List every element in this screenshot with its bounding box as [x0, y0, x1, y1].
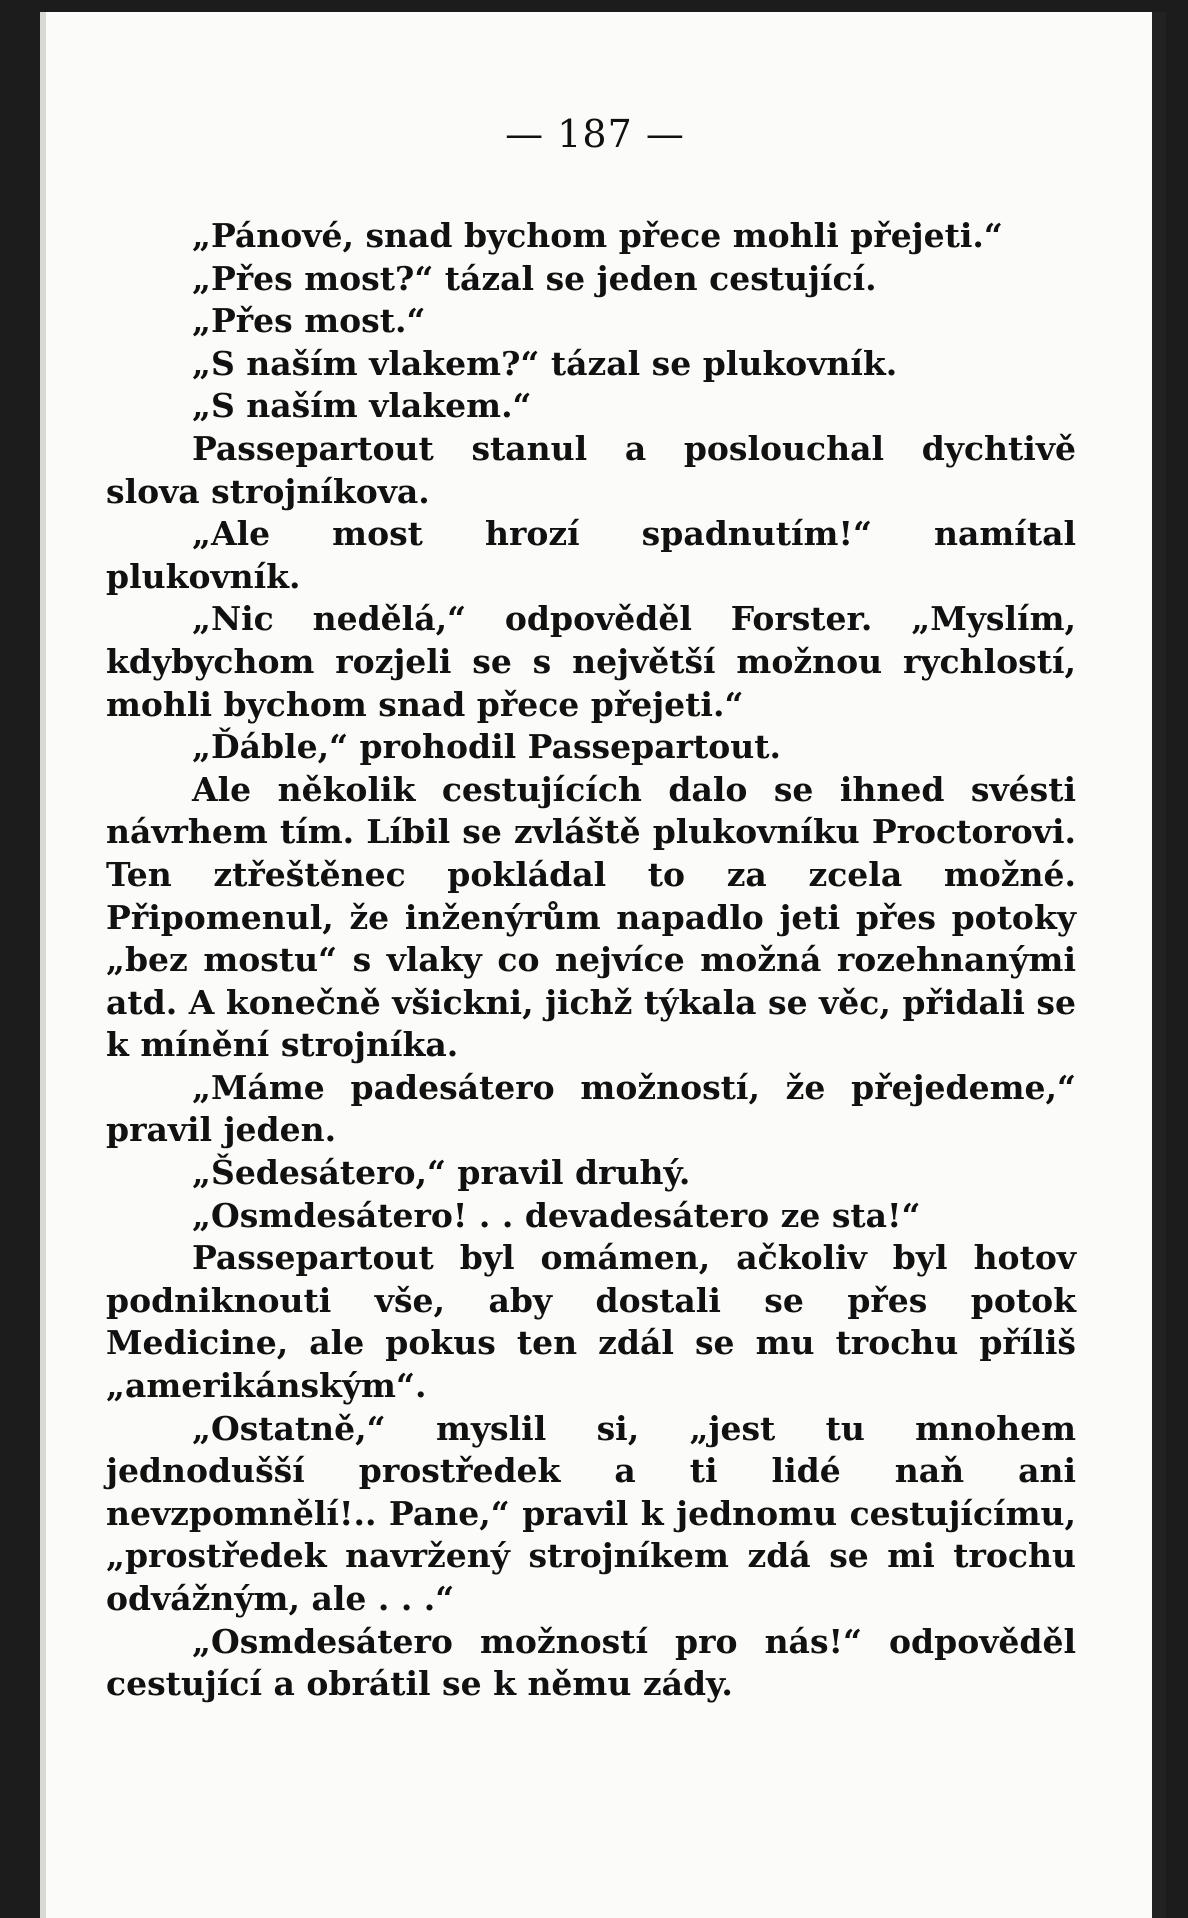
page-left-edge: [40, 12, 46, 1918]
paragraph: „Pánové, snad bychom přece mohli přejeti.“: [192, 216, 1003, 255]
page-right-border: [1152, 12, 1166, 1918]
page-number: — 187 —: [505, 112, 685, 156]
paragraph: „Osmdesátero možností pro nás!“ odpověděl cestující a obrátil se k němu zády.: [106, 1621, 1076, 1704]
paragraph: „Přes most.“: [192, 301, 426, 341]
paragraph: Passepartout byl omámen, ačkoliv byl hotov podniknouti vše, aby dostali se přes potok Medicine, ale pokus ten zdál se mu trochu příliš „amerikánským“.: [106, 1238, 1076, 1406]
paragraph: „Ďáble,“ prohodil Passepartout.: [192, 727, 781, 767]
paragraph: „Šedesátero,“ pravil druhý.: [192, 1153, 691, 1193]
paragraph: Ale několik cestujících dalo se ihned svésti návrhem tím. Líbil se zvláště plukovníku Proctorovi. Ten ztřeštěnec pokládal to za zcela možné. Připomenul, že inženýrům napadlo jeti přes potoky „bez mostu“ s vlaky co nejvíce možná rozehnanými atd. A konečně všickni, jichž týkala se věc, přidali se k mínění strojníka.: [106, 769, 1076, 1065]
paragraph: „Máme padesátero možností, že přejedeme,“ pravil jeden.: [106, 1067, 1076, 1150]
paragraph: „Nic nedělá,“ odpověděl Forster. „Myslím, kdybychom rozjeli se s největší možnou rychlostí, mohli bychom snad přece přejeti.“: [106, 599, 1076, 724]
paragraph: „Osmdesátero! . . devadesátero ze sta!“: [192, 1195, 921, 1235]
paragraph: „Přes most?“ tázal se jeden cestující.: [192, 258, 877, 298]
paragraph: „S naším vlakem?“ tázal se plukovník.: [192, 343, 898, 383]
paragraph: „Ale most hrozí spadnutím!“ namítal plukovník.: [106, 514, 1076, 596]
paragraph: „Ostatně,“ myslil si, „jest tu mnohem jednodušší prostředek a ti lidé naň ani nevzpomnělí!.. Pane,“ pravil k jednomu cestujícímu, „prostředek navržený strojníkem zdá se mi trochu odvážným, ale . . .“: [106, 1408, 1076, 1618]
paragraph: „S naším vlakem.“: [192, 386, 532, 426]
paragraph: Passepartout stanul a poslouchal dychtivě slova strojníkova.: [106, 428, 1076, 511]
book-page: [40, 12, 1166, 1918]
body-text: [106, 215, 1076, 1706]
